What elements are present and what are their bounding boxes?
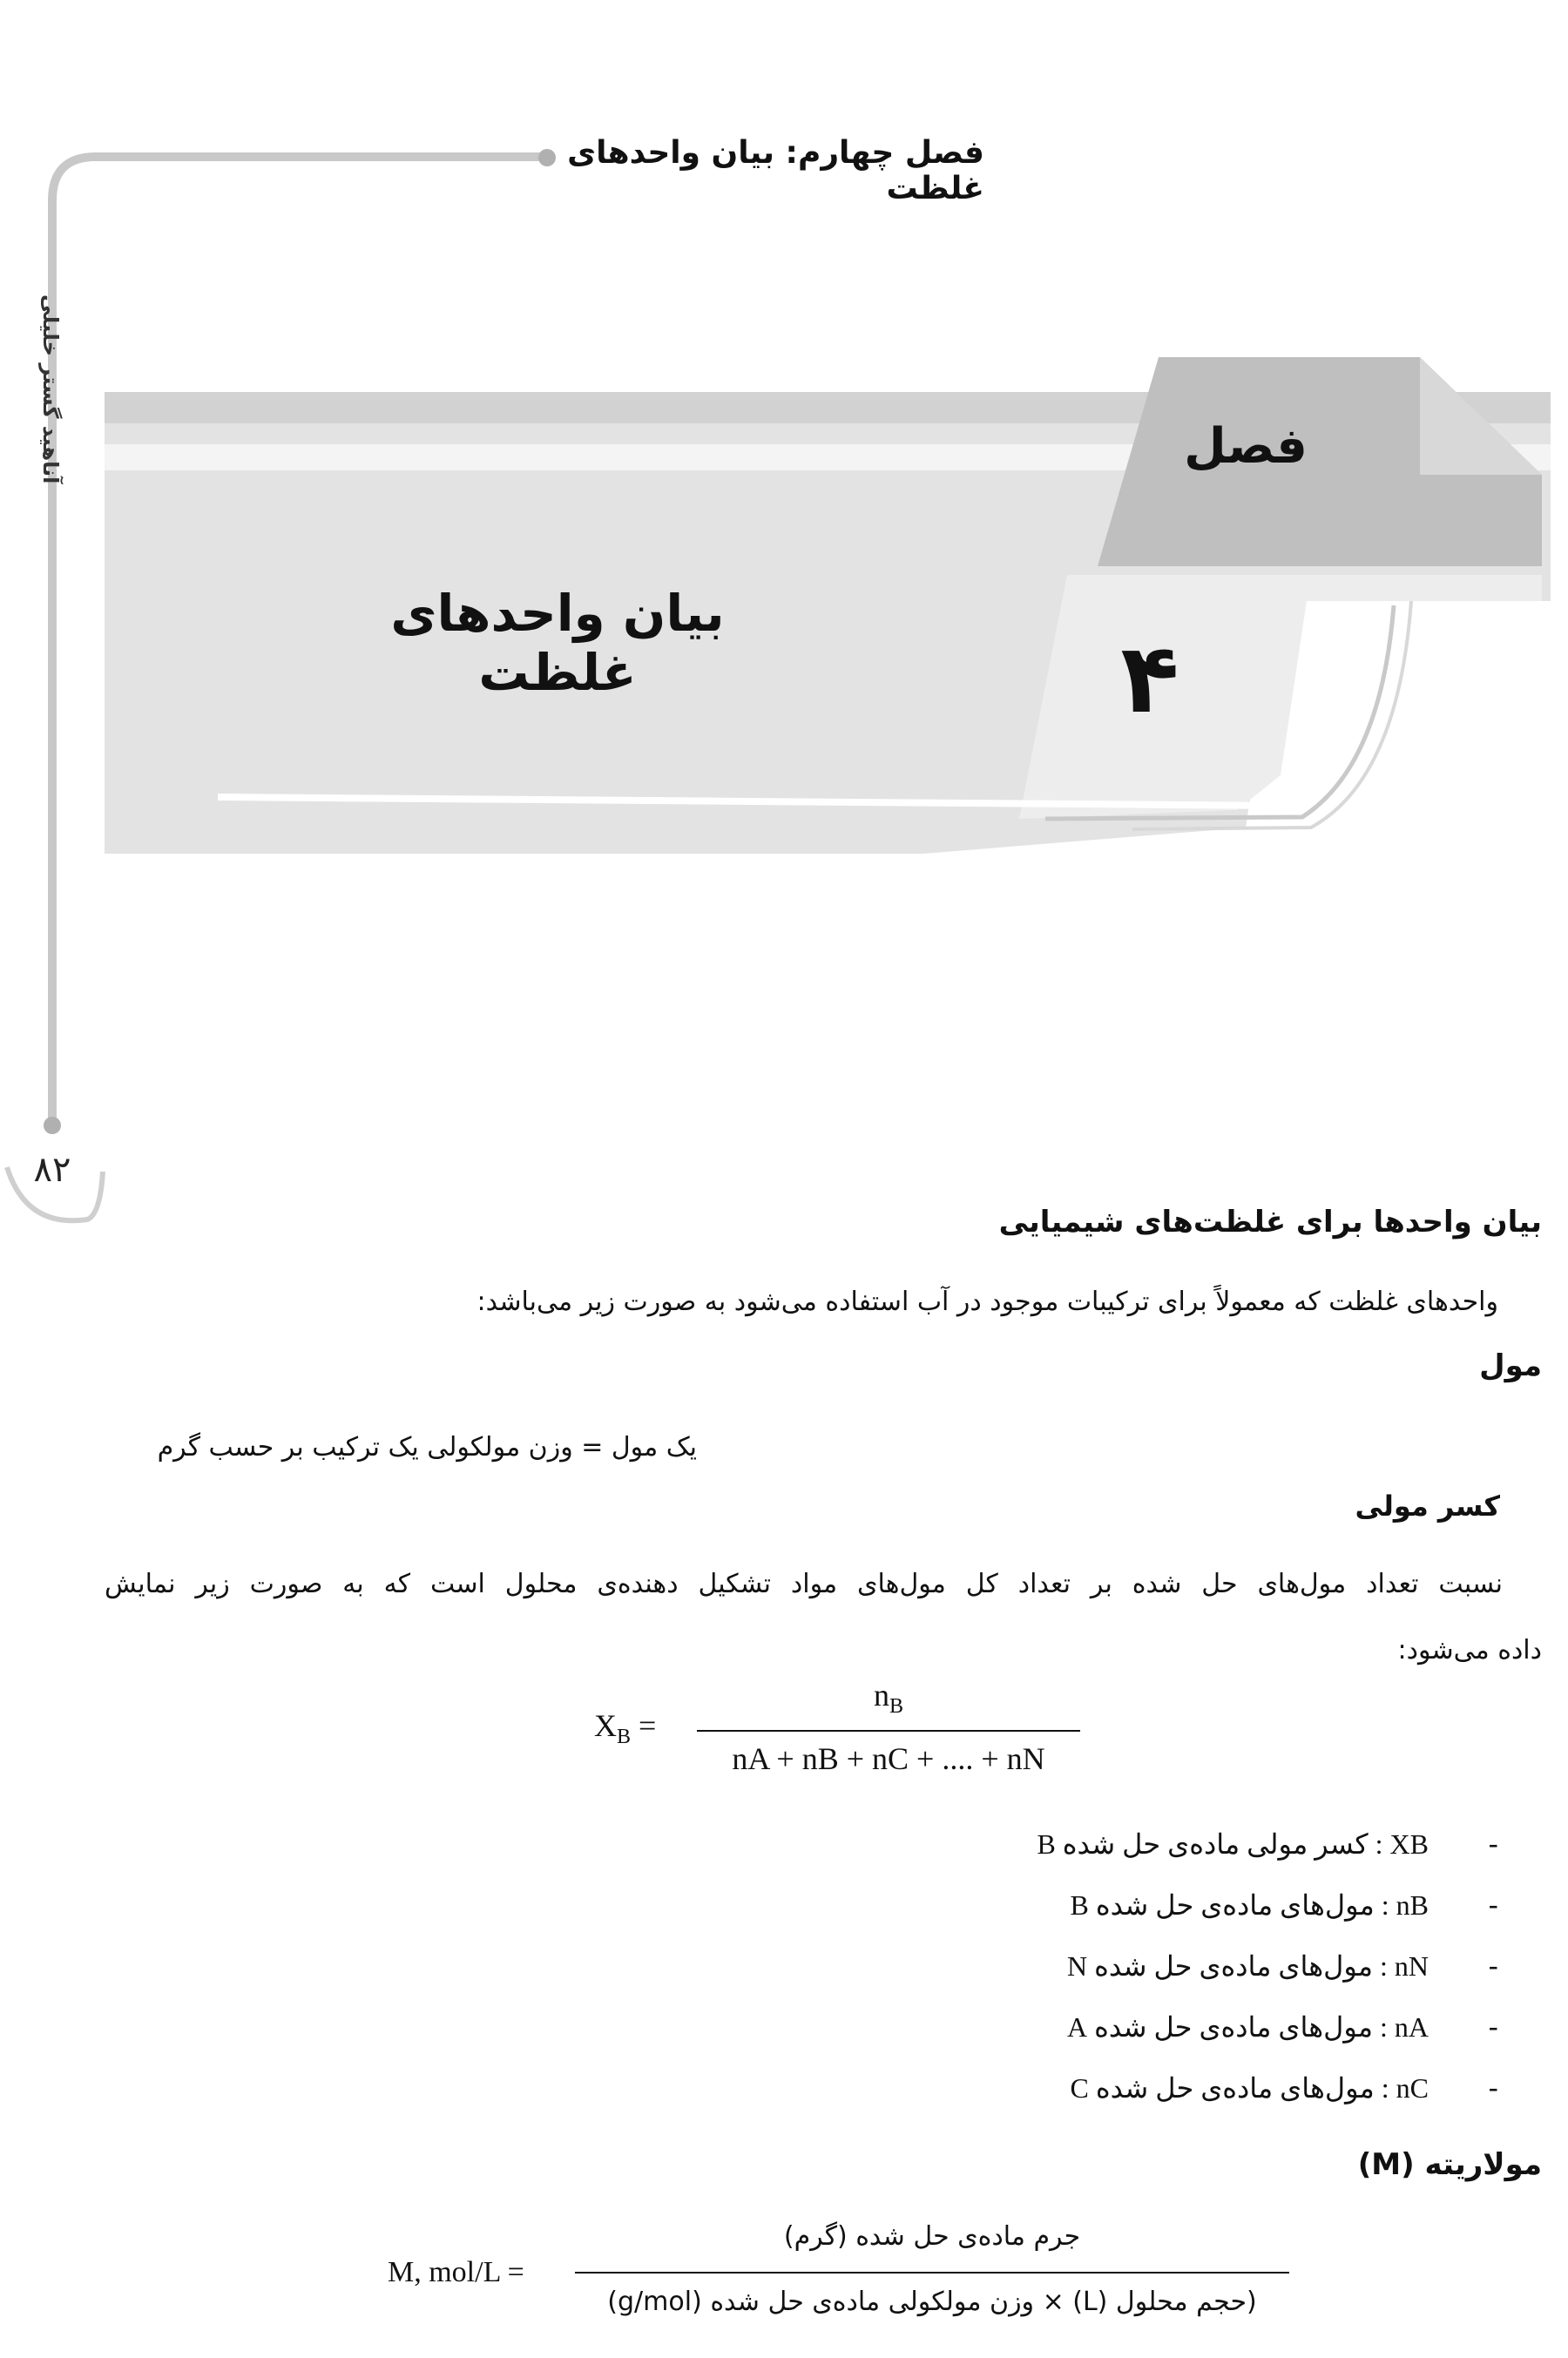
section-heading: بیان واحدها برای غلظت‌های شیمیایی (998, 1205, 1542, 1240)
definition-item: - nN : مول‌های ماده‌ی حل شده N (1066, 1949, 1498, 1983)
running-header: فصل چهارم: بیان واحدهای غلظت (567, 135, 984, 206)
fraction-bar (575, 2272, 1289, 2274)
molarity-heading: مولاریته (M) (1357, 2147, 1542, 2182)
mole-fraction-heading: کسر مولی (1355, 1490, 1500, 1523)
molarity-denominator: (حجم محلول (L) × وزن مولکولی ماده‌ی حل شده (g/mol) (607, 2287, 1257, 2317)
chapter-number: ۴ (1120, 623, 1179, 734)
chapter-banner (0, 340, 1568, 880)
page-number: ۸۲ (33, 1150, 71, 1190)
definition-item: - nA : مول‌های ماده‌ی حل شده A (1066, 2010, 1498, 2044)
mole-fraction-paragraph-end: داده می‌شود: (1397, 1635, 1542, 1665)
formula-denominator: nA + nB + nC + .... + nN (732, 1741, 1045, 1776)
frame-dot-bottom (44, 1117, 61, 1134)
mole-fraction-paragraph: نسبت تعداد مول‌های حل شده بر تعداد کل مول‌های مواد تشکیل دهنده‌ی محلول است که به صورت زیر نمایش (105, 1569, 1503, 1599)
chapter-title: بیان واحدهای غلظت (390, 584, 725, 702)
chapter-label: فصل (1184, 418, 1308, 475)
mol-definition: یک مول = وزن مولکولی یک ترکیب بر حسب گرم (157, 1432, 697, 1463)
side-author-label: آناهید گستر خلیلی (38, 294, 63, 483)
definition-item: - XB : کسر مولی ماده‌ی حل شده B (1037, 1828, 1498, 1861)
formula-lhs: $X_B$ = (594, 1708, 657, 1748)
definition-item: - nB : مول‌های ماده‌ی حل شده B (1070, 1888, 1498, 1922)
formula-numerator: $n_B$ (873, 1678, 903, 1718)
mol-heading: مول (1479, 1348, 1542, 1383)
definition-item: - nC : مول‌های ماده‌ی حل شده C (1070, 2071, 1498, 2105)
molarity-numerator: جرم ماده‌ی حل شده (گرم) (783, 2221, 1081, 2252)
molarity-lhs: M, mol/L = (388, 2256, 524, 2288)
section-paragraph: واحدهای غلظت که معمولاً برای ترکیبات موجود در آب استفاده می‌شود به صورت زیر می‌باشد: (476, 1287, 1498, 1317)
fraction-bar (697, 1730, 1080, 1732)
